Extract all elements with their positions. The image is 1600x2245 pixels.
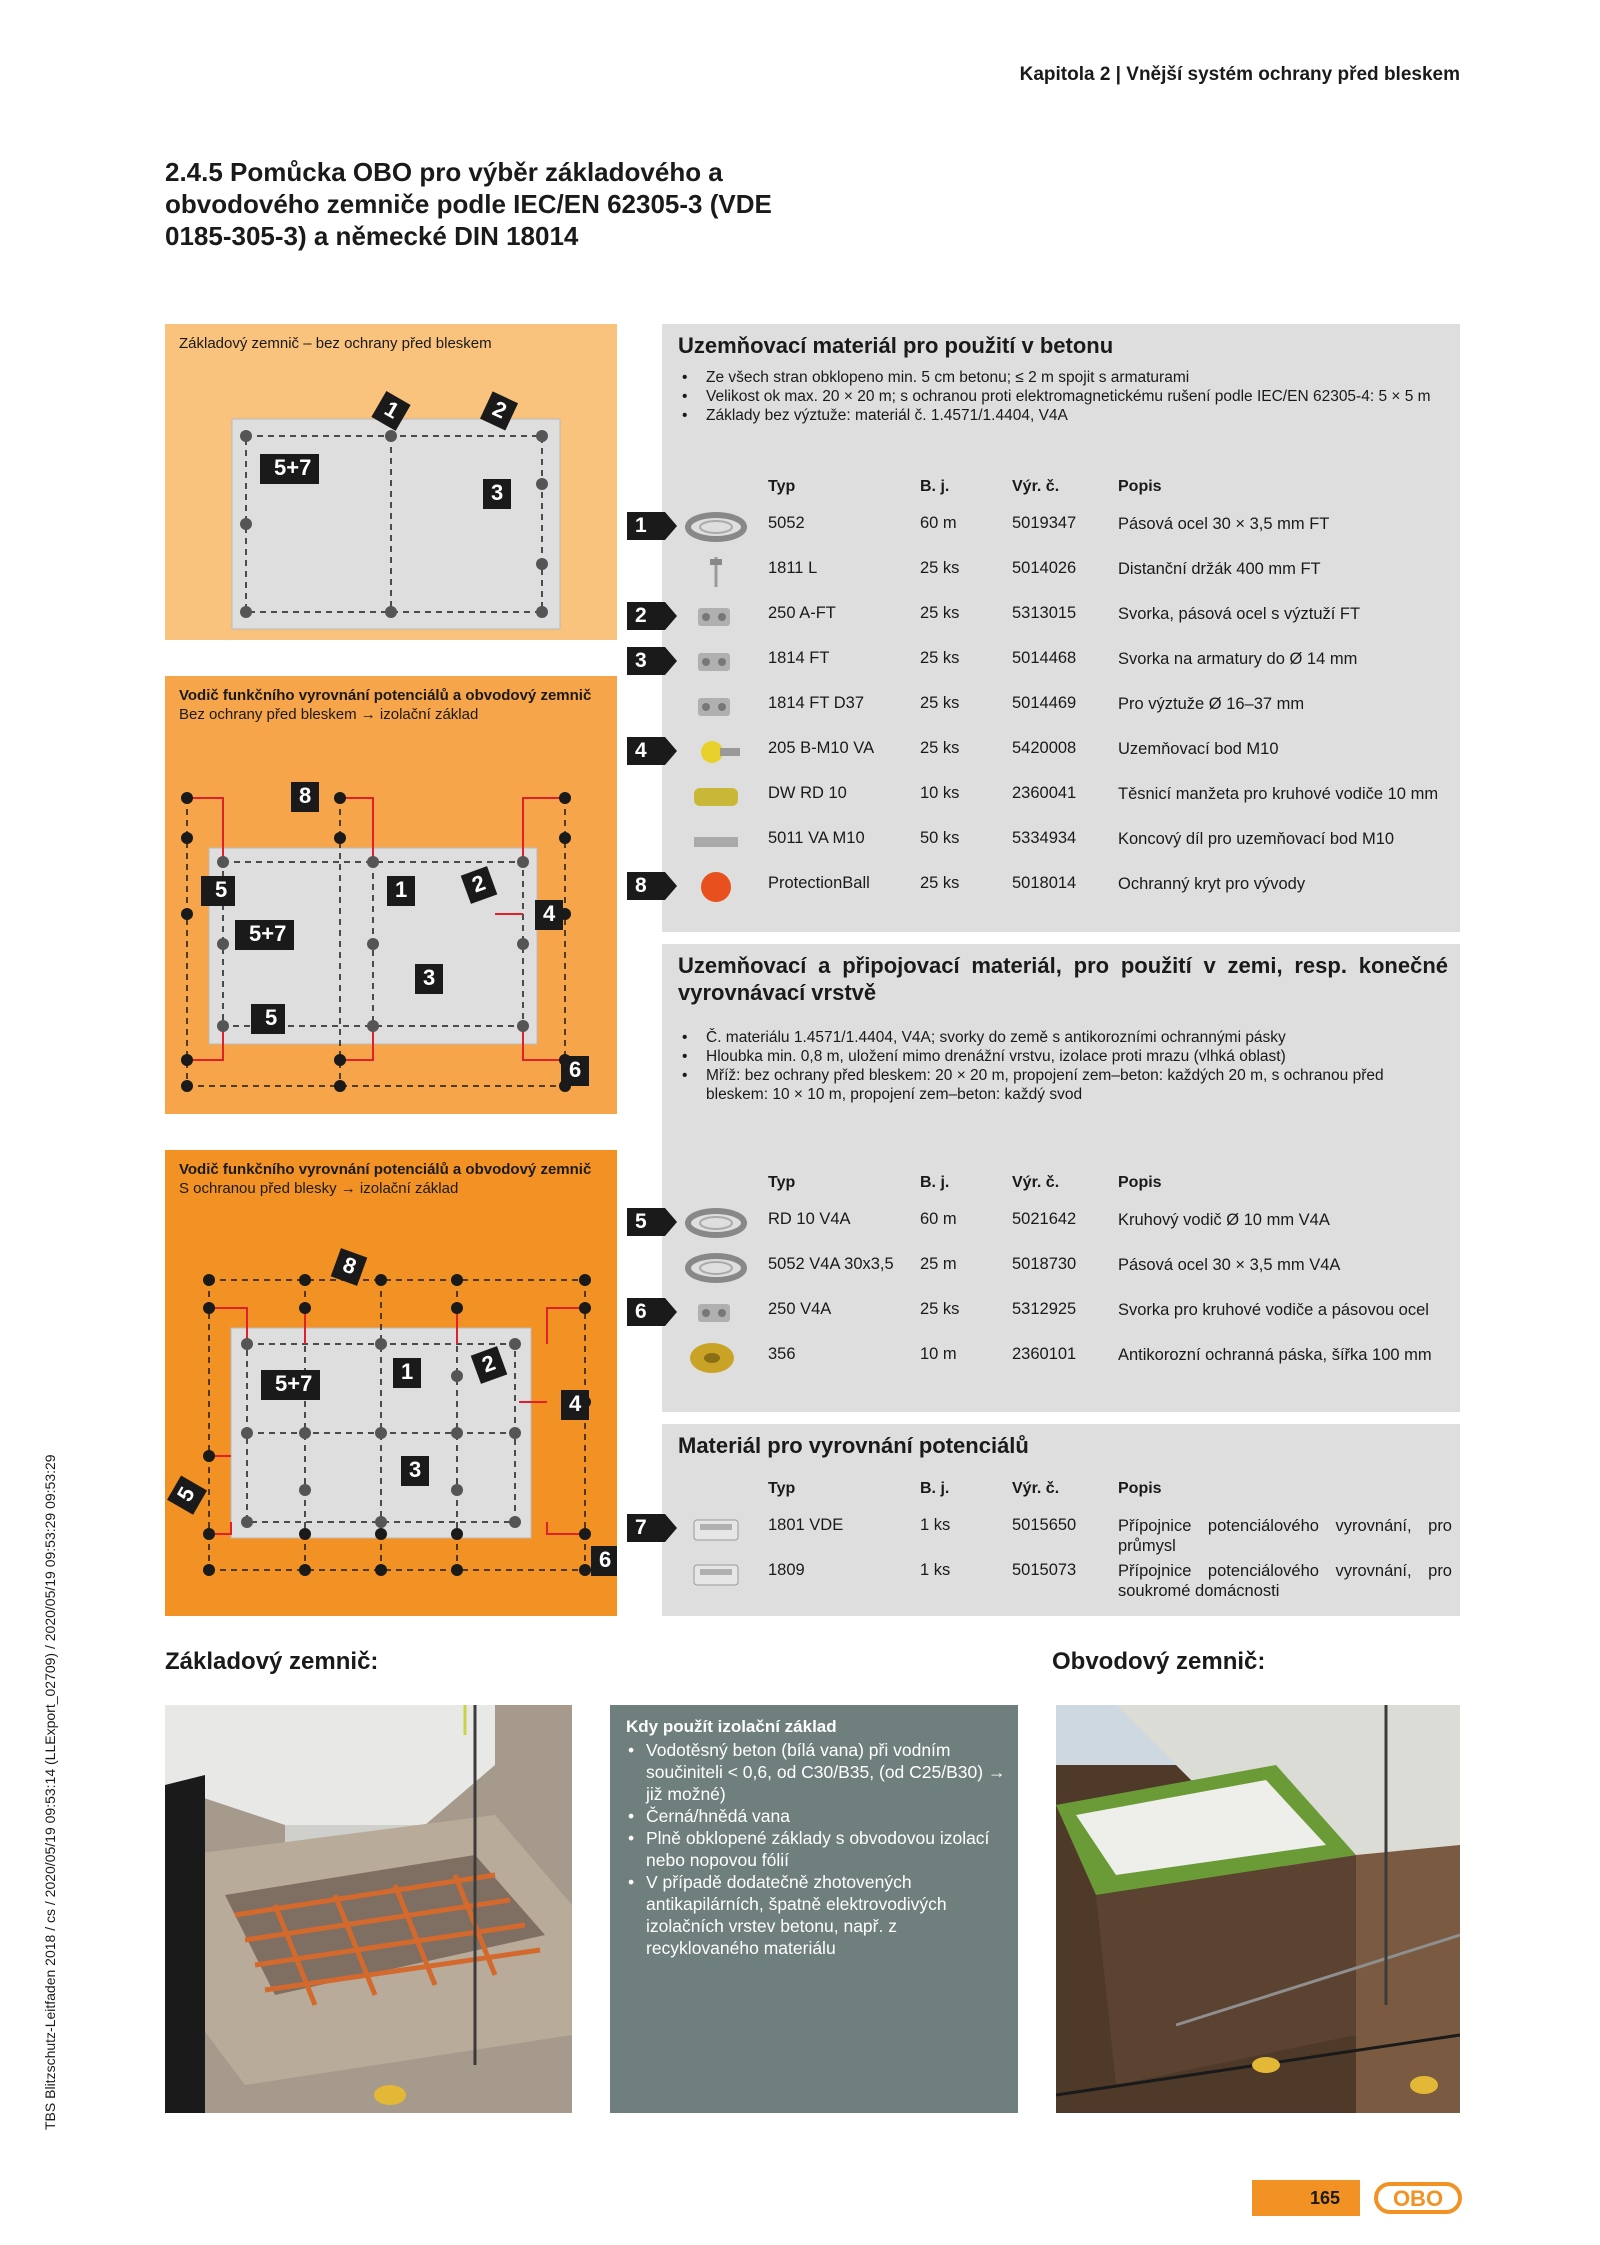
product-type: 1814 FT bbox=[768, 649, 830, 667]
strip-coil-icon bbox=[684, 510, 748, 544]
clamp-icon bbox=[684, 645, 748, 679]
callout-tag: 3 bbox=[627, 647, 665, 675]
product-description: Těsnicí manžeta pro kruhové vodiče 10 mm bbox=[1118, 785, 1439, 803]
product-unit: 25 ks bbox=[920, 1300, 960, 1318]
product-number: 5312925 bbox=[1012, 1300, 1077, 1318]
diagram-tag: 6 bbox=[561, 1056, 589, 1086]
product-description: Distanční držák 400 mm FT bbox=[1118, 560, 1321, 578]
panel-title: Vodič funkčního vyrovnání potenciálů a obvodový zemnič bbox=[179, 1161, 592, 1178]
col-popis: Popis bbox=[1118, 1480, 1162, 1497]
diagram-tag: 3 bbox=[401, 1456, 429, 1486]
product-row bbox=[662, 1555, 1462, 1600]
diagram-panel-ring-no-protection bbox=[165, 676, 617, 1114]
product-description: Koncový díl pro uzemňovací bod M10 bbox=[1118, 830, 1395, 848]
bullet-item: • Hloubka min. 0,8 m, uložení mimo drenážní vrstvu, izolace proti mrazu (vlhká oblast) bbox=[678, 1047, 1448, 1066]
obo-logo bbox=[1374, 2180, 1462, 2216]
diagram-tag: 4 bbox=[535, 900, 563, 930]
diagram-tag: 6 bbox=[591, 1546, 617, 1576]
product-row bbox=[662, 823, 1462, 868]
product-image bbox=[684, 780, 748, 814]
note-title: Kdy použít izolační základ bbox=[626, 1717, 837, 1736]
panel-title: Vodič funkčního vyrovnání potenciálů a obvodový zemnič bbox=[179, 687, 592, 704]
product-number: 5014468 bbox=[1012, 649, 1077, 667]
concrete-title: Uzemňovací materiál pro použití v betonu bbox=[678, 333, 1114, 358]
product-description: Svorka, pásová ocel s výztuží FT bbox=[1118, 605, 1361, 623]
product-image bbox=[684, 555, 748, 589]
product-description: Pásová ocel 30 × 3,5 mm V4A bbox=[1118, 1256, 1341, 1274]
product-unit: 60 m bbox=[920, 1210, 957, 1228]
panel-subtitle: S ochranou před blesky → izolační základ bbox=[179, 1180, 459, 1197]
busbar-icon bbox=[684, 1512, 748, 1546]
product-type: 1801 VDE bbox=[768, 1516, 844, 1534]
insulation-note-box bbox=[610, 1705, 1018, 2113]
product-description: Přípojnice potenciálového vyrovnání, pro soukromé domácnosti bbox=[1118, 1562, 1452, 1600]
note-list bbox=[626, 1739, 1006, 1959]
product-row bbox=[662, 643, 1462, 688]
note-item: • V případě dodatečně zhotovených antikapilárních, špatně elektrovodivých izolačních vrstev betonu, např. z recyklovaného materiálu bbox=[626, 1871, 1006, 1959]
col-bj: B. j. bbox=[920, 478, 950, 495]
product-number: 2360101 bbox=[1012, 1345, 1077, 1363]
product-type: 5052 V4A 30x3,5 bbox=[768, 1255, 894, 1273]
product-number: 5014469 bbox=[1012, 694, 1077, 712]
product-description: Svorka pro kruhové vodiče a pásovou ocel bbox=[1118, 1301, 1429, 1319]
diagram-tag: 8 bbox=[291, 782, 319, 812]
product-number: 5018014 bbox=[1012, 874, 1077, 892]
product-description: Kruhový vodič Ø 10 mm V4A bbox=[1118, 1211, 1330, 1229]
diagram-tag: 5 bbox=[167, 1475, 207, 1514]
bullet-item: • Základy bez výztuže: materiál č. 1.4571/1.4404, V4A bbox=[678, 406, 1448, 425]
product-row bbox=[662, 868, 1462, 913]
diagram-tag: 3 bbox=[483, 479, 511, 509]
foundation-earth-heading: Základový zemnič: bbox=[165, 1648, 379, 1675]
product-image bbox=[684, 1512, 748, 1546]
end-piece-icon bbox=[684, 825, 748, 859]
col-vc: Výr. č. bbox=[1012, 1480, 1060, 1497]
product-type: 1809 bbox=[768, 1561, 805, 1579]
product-number: 5019347 bbox=[1012, 514, 1077, 532]
product-row bbox=[662, 1339, 1462, 1384]
product-unit: 25 ks bbox=[920, 694, 960, 712]
product-unit: 10 ks bbox=[920, 784, 960, 802]
panel-subtitle: Základový zemnič – bez ochrany před bleskem bbox=[179, 335, 492, 352]
product-unit: 10 m bbox=[920, 1345, 957, 1363]
callout-tag: 4 bbox=[627, 737, 665, 765]
logo-text: OBO bbox=[1392, 2186, 1444, 2211]
clamp-icon bbox=[684, 600, 748, 634]
product-description: Přípojnice potenciálového vyrovnání, pro průmysl bbox=[1118, 1517, 1452, 1555]
callout-tag: 1 bbox=[627, 512, 665, 540]
product-image bbox=[684, 825, 748, 859]
ring-earth-photo bbox=[1056, 1705, 1460, 2113]
col-bj: B. j. bbox=[920, 1480, 950, 1497]
product-description: Pásová ocel 30 × 3,5 mm FT bbox=[1118, 515, 1330, 533]
diagram-tag: 1 bbox=[387, 876, 415, 906]
product-image bbox=[684, 735, 748, 769]
product-row bbox=[662, 598, 1462, 643]
soil-title: Uzemňovací a připojovací materiál, pro použití v zemi, resp. konečné vyrovnávací vrstvě bbox=[678, 953, 1448, 1005]
product-description: Ochranný kryt pro vývody bbox=[1118, 875, 1306, 893]
product-number: 5420008 bbox=[1012, 739, 1077, 757]
product-type: 1814 FT D37 bbox=[768, 694, 865, 712]
product-unit: 25 ks bbox=[920, 874, 960, 892]
equipotential-material-box bbox=[662, 1424, 1460, 1616]
strip-coil-icon bbox=[684, 1251, 748, 1285]
diagram-tag: 1 bbox=[393, 1358, 421, 1388]
diagram-tag: 5 bbox=[201, 876, 235, 906]
product-row bbox=[662, 1294, 1462, 1339]
product-number: 5018730 bbox=[1012, 1255, 1077, 1273]
equip-title: Materiál pro vyrovnání potenciálů bbox=[678, 1433, 1029, 1458]
product-unit: 25 ks bbox=[920, 559, 960, 577]
soil-material-box bbox=[662, 944, 1460, 1412]
product-image bbox=[684, 870, 748, 904]
diagram-tag: 1 bbox=[371, 391, 410, 431]
product-image bbox=[684, 645, 748, 679]
col-typ: Typ bbox=[768, 1174, 796, 1191]
product-description: Svorka na armatury do Ø 14 mm bbox=[1118, 650, 1358, 668]
product-type: RD 10 V4A bbox=[768, 1210, 851, 1228]
protection-ball-icon bbox=[684, 870, 748, 904]
ring-earth-render bbox=[1056, 1705, 1460, 2113]
product-unit: 25 m bbox=[920, 1255, 957, 1273]
diagram-tag: 5+7 bbox=[260, 454, 319, 484]
sleeve-icon bbox=[684, 780, 748, 814]
soil-bullets bbox=[678, 1028, 1448, 1104]
product-type: ProtectionBall bbox=[768, 874, 870, 892]
diagram-tag: 2 bbox=[461, 866, 498, 904]
concrete-bullets bbox=[678, 368, 1448, 425]
product-row bbox=[662, 778, 1462, 823]
note-item: • Vodotěsný beton (bílá vana) při vodním součiniteli < 0,6, od C30/B35, (od C25/B30) → již možné) bbox=[626, 1739, 1006, 1805]
note-item: • Plně obklopené základy s obvodovou izolací nebo nopovou fólií bbox=[626, 1827, 1006, 1871]
product-type: 356 bbox=[768, 1345, 796, 1363]
callout-tag: 5 bbox=[627, 1208, 665, 1236]
diagram-tag: 5+7 bbox=[261, 1370, 320, 1400]
product-image bbox=[684, 1557, 748, 1591]
panel-subtitle: Bez ochrany před bleskem → izolační základ bbox=[179, 706, 479, 723]
diagram-panel-ring-with-protection bbox=[165, 1150, 617, 1616]
col-vc: Výr. č. bbox=[1012, 478, 1060, 495]
bullet-item: • Velikost ok max. 20 × 20 m; s ochranou proti elektromagnetickému rušení podle IEC/EN 62305-4: 5 × 5 m bbox=[678, 387, 1448, 406]
callout-tag: 2 bbox=[627, 602, 665, 630]
product-row bbox=[662, 688, 1462, 733]
product-row bbox=[662, 553, 1462, 598]
product-unit: 25 ks bbox=[920, 604, 960, 622]
product-image bbox=[684, 1341, 748, 1375]
col-popis: Popis bbox=[1118, 1174, 1162, 1191]
clamp-icon bbox=[684, 1296, 748, 1330]
clamp-icon bbox=[684, 690, 748, 724]
col-vc: Výr. č. bbox=[1012, 1174, 1060, 1191]
side-meta-text: TBS Blitzschutz-Leitfaden 2018 / cs / 2020/05/19 09:53:14 (LLExport_02709) / 2020/05/19 09:53:29 09:53:29 bbox=[42, 1454, 58, 2130]
product-unit: 25 ks bbox=[920, 739, 960, 757]
bullet-item: • Mříž: bez ochrany před bleskem: 20 × 20 m, propojení zem–beton: každých 20 m, s ochranou před bleskem: 10 × 10 m, propojení zem–beton: každý svod bbox=[678, 1066, 1448, 1104]
chapter-header: Kapitola 2 | Vnější systém ochrany před bleskem bbox=[1019, 64, 1460, 85]
product-unit: 50 ks bbox=[920, 829, 960, 847]
col-typ: Typ bbox=[768, 1480, 796, 1497]
product-type: 5011 VA M10 bbox=[768, 829, 865, 847]
product-image bbox=[684, 600, 748, 634]
col-typ: Typ bbox=[768, 478, 796, 495]
product-row bbox=[662, 1204, 1462, 1249]
bullet-item: • Č. materiálu 1.4571/1.4404, V4A; svorky do země s antikorozními ochrannými pásky bbox=[678, 1028, 1448, 1047]
section-title: 2.4.5 Pomůcka OBO pro výběr základového a obvodového zemniče podle IEC/EN 62305-3 (VDE 0185-305-3) a německé DIN 18014 bbox=[165, 157, 772, 251]
note-item: • Černá/hnědá vana bbox=[626, 1805, 1006, 1827]
product-image bbox=[684, 1251, 748, 1285]
diagram-tag: 8 bbox=[331, 1248, 368, 1286]
product-row bbox=[662, 733, 1462, 778]
product-type: 250 V4A bbox=[768, 1300, 832, 1318]
diagram-tag: 2 bbox=[471, 1346, 508, 1384]
col-popis: Popis bbox=[1118, 478, 1162, 495]
product-unit: 1 ks bbox=[920, 1561, 951, 1579]
product-number: 5014026 bbox=[1012, 559, 1077, 577]
callout-tag: 8 bbox=[627, 872, 665, 900]
callout-tag: 6 bbox=[627, 1298, 665, 1326]
busbar-icon bbox=[684, 1557, 748, 1591]
product-description: Antikorozní ochranná páska, šířka 100 mm bbox=[1118, 1346, 1432, 1364]
product-description: Pro výztuže Ø 16–37 mm bbox=[1118, 695, 1305, 713]
diagram-tag: 5+7 bbox=[235, 920, 294, 950]
product-row bbox=[662, 508, 1462, 553]
diagram-tag: 5 bbox=[251, 1004, 285, 1034]
product-image bbox=[684, 690, 748, 724]
product-unit: 25 ks bbox=[920, 649, 960, 667]
product-type: 205 B-M10 VA bbox=[768, 739, 875, 757]
foundation-grid-diagram bbox=[165, 324, 617, 640]
product-description: Uzemňovací bod M10 bbox=[1118, 740, 1279, 758]
product-number: 5334934 bbox=[1012, 829, 1077, 847]
product-type: 1811 L bbox=[768, 559, 818, 577]
product-row bbox=[662, 1249, 1462, 1294]
product-image bbox=[684, 510, 748, 544]
col-bj: B. j. bbox=[920, 1174, 950, 1191]
product-number: 5313015 bbox=[1012, 604, 1077, 622]
product-number: 5015073 bbox=[1012, 1561, 1077, 1579]
product-number: 5015650 bbox=[1012, 1516, 1077, 1534]
diagram-tag: 2 bbox=[480, 391, 518, 430]
foundation-render bbox=[165, 1705, 572, 2113]
foundation-earth-illustration bbox=[165, 1705, 572, 2113]
page-number: 165 bbox=[1252, 2180, 1360, 2216]
product-type: 250 A-FT bbox=[768, 604, 836, 622]
product-row bbox=[662, 1510, 1462, 1555]
diagram-tag: 4 bbox=[561, 1390, 589, 1420]
diagram-panel-foundation bbox=[165, 324, 617, 640]
product-number: 5021642 bbox=[1012, 1210, 1077, 1228]
product-number: 2360041 bbox=[1012, 784, 1077, 802]
product-unit: 1 ks bbox=[920, 1516, 951, 1534]
bullet-item: • Ze všech stran obklopeno min. 5 cm betonu; ≤ 2 m spojit s armaturami bbox=[678, 368, 1448, 387]
concrete-material-box bbox=[662, 324, 1460, 932]
diagram-tag: 3 bbox=[415, 964, 443, 994]
earth-point-icon bbox=[684, 735, 748, 769]
product-image bbox=[684, 1206, 748, 1240]
spacer-icon bbox=[684, 555, 748, 589]
product-type: 5052 bbox=[768, 514, 805, 532]
product-image bbox=[684, 1296, 748, 1330]
tape-icon bbox=[684, 1341, 748, 1375]
ring-earth-heading: Obvodový zemnič: bbox=[1052, 1648, 1266, 1675]
callout-tag: 7 bbox=[627, 1514, 665, 1542]
wire-coil-icon bbox=[684, 1206, 748, 1240]
product-unit: 60 m bbox=[920, 514, 957, 532]
product-type: DW RD 10 bbox=[768, 784, 847, 802]
ring-earth-lightning-diagram bbox=[165, 1150, 617, 1616]
